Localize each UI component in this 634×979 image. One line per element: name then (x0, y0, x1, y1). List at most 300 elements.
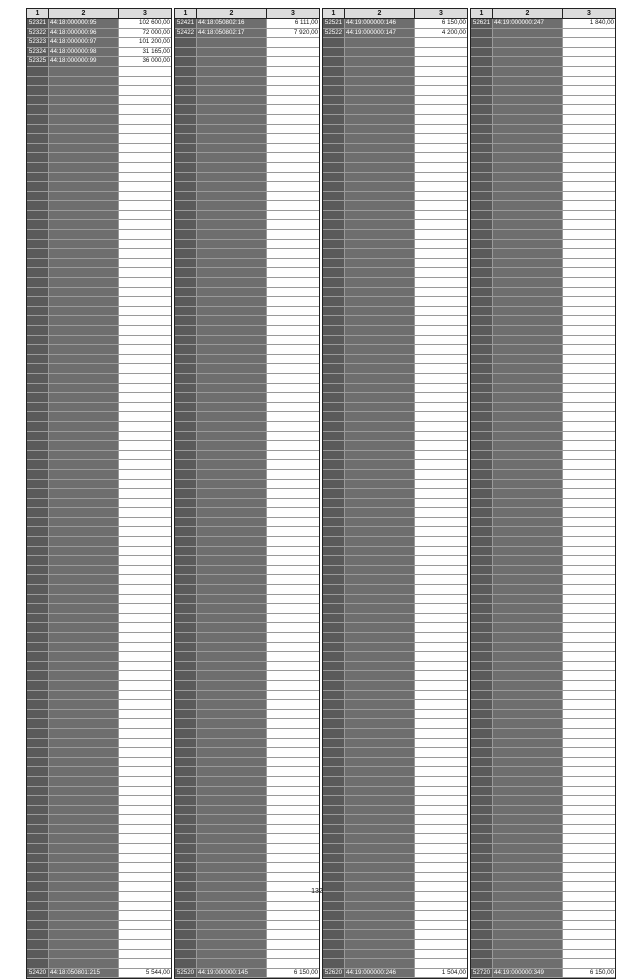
cadastral-number (345, 527, 415, 536)
cadastral-number (49, 480, 119, 489)
cadastral-number (345, 748, 415, 757)
table-row (323, 671, 467, 681)
cadastral-number (49, 537, 119, 546)
value-cell (415, 739, 467, 748)
row-number (471, 556, 493, 565)
table-row (323, 451, 467, 461)
row-number (175, 499, 197, 508)
value-cell: 1 840,00 (589, 19, 614, 26)
row-number: 52321 (27, 19, 49, 28)
table-row (323, 211, 467, 221)
table-row (175, 547, 319, 557)
value-cell (119, 480, 171, 489)
value-cell (267, 834, 319, 843)
row-number (471, 623, 493, 632)
cadastral-number (345, 902, 415, 911)
table-row (27, 422, 171, 432)
cadastral-number (345, 767, 415, 776)
table-row (27, 470, 171, 480)
value-cell (415, 547, 467, 556)
row-number (323, 556, 345, 565)
cadastral-number (197, 393, 267, 402)
row-number (175, 105, 197, 114)
cadastral-number (197, 940, 267, 949)
table-row (27, 125, 171, 135)
table-row (323, 144, 467, 154)
cadastral-number (345, 355, 415, 364)
cadastral-number: 44:18:050802:17 (197, 29, 267, 38)
row-number (27, 921, 49, 930)
row-number (471, 508, 493, 517)
value-cell (415, 854, 467, 863)
table-row (27, 432, 171, 442)
row-number (323, 691, 345, 700)
table-row (27, 105, 171, 115)
row-number (323, 230, 345, 239)
row-number (175, 758, 197, 767)
cadastral-number (345, 854, 415, 863)
row-number (175, 249, 197, 258)
table-row (471, 758, 615, 768)
table-row (323, 307, 467, 317)
cadastral-number (49, 758, 119, 767)
table-row (27, 173, 171, 183)
value-cell (267, 662, 319, 671)
value-cell (267, 844, 319, 853)
table-row (27, 950, 171, 960)
row-number (471, 393, 493, 402)
cadastral-number (49, 211, 119, 220)
row-number (323, 173, 345, 182)
cadastral-number (345, 86, 415, 95)
cadastral-number (197, 863, 267, 872)
row-number (27, 595, 49, 604)
value-cell (563, 787, 615, 796)
row-number: 52324 (27, 48, 49, 57)
row-number (323, 86, 345, 95)
table-row (175, 29, 319, 39)
table-row (323, 326, 467, 336)
table-row (323, 67, 467, 77)
value-cell (415, 834, 467, 843)
table-row (27, 153, 171, 163)
value-cell (563, 681, 615, 690)
row-number (175, 623, 197, 632)
cadastral-number (493, 355, 563, 364)
row-number (471, 815, 493, 824)
cadastral-number (493, 834, 563, 843)
cadastral-number (197, 652, 267, 661)
row-number (471, 643, 493, 652)
row-number (471, 173, 493, 182)
cadastral-number (493, 825, 563, 834)
value-cell (563, 326, 615, 335)
cadastral-number (345, 691, 415, 700)
row-number (175, 863, 197, 872)
cadastral-number (345, 67, 415, 76)
row-number (471, 96, 493, 105)
row-number (471, 758, 493, 767)
table-row (471, 585, 615, 595)
cadastral-number (49, 278, 119, 287)
value-cell (119, 393, 171, 402)
value-cell (563, 57, 615, 66)
value-cell (267, 671, 319, 680)
value-cell (415, 758, 467, 767)
value-cell (119, 125, 171, 134)
row-number (471, 259, 493, 268)
cadastral-number (197, 585, 267, 594)
cadastral-number (493, 278, 563, 287)
table-row (27, 86, 171, 96)
row-number (27, 384, 49, 393)
table-row (175, 863, 319, 873)
value-cell: 4 200,00 (441, 28, 466, 36)
cadastral-number (493, 595, 563, 604)
table-section (26, 8, 172, 979)
table-row (323, 748, 467, 758)
table-row (323, 422, 467, 432)
row-number (471, 48, 493, 57)
table-row (471, 950, 615, 960)
value-cell (119, 547, 171, 556)
row-number (323, 211, 345, 220)
cadastral-number (49, 364, 119, 373)
value-cell (267, 614, 319, 623)
cadastral-number (49, 268, 119, 277)
cadastral-number (197, 825, 267, 834)
value-cell (563, 959, 615, 968)
value-cell (267, 307, 319, 316)
value-cell (267, 259, 319, 268)
cadastral-number (345, 508, 415, 517)
table-row (27, 815, 171, 825)
row-number (471, 403, 493, 412)
cadastral-number (345, 345, 415, 354)
table-row (471, 604, 615, 614)
value-cell (267, 345, 319, 354)
value-cell (563, 173, 615, 182)
row-number (27, 173, 49, 182)
value-cell (267, 930, 319, 939)
row-number (27, 355, 49, 364)
row-number (175, 777, 197, 786)
row-number (175, 930, 197, 939)
table-row (323, 595, 467, 605)
table-row (471, 105, 615, 115)
table-row (471, 192, 615, 202)
value-cell (267, 355, 319, 364)
value-cell (415, 432, 467, 441)
value-cell (563, 441, 615, 450)
cadastral-number (49, 288, 119, 297)
table-row (27, 77, 171, 87)
cadastral-number (49, 902, 119, 911)
value-cell (119, 278, 171, 287)
cadastral-number (197, 105, 267, 114)
row-number (175, 67, 197, 76)
value-cell (563, 825, 615, 834)
cadastral-number (197, 671, 267, 680)
table-row (471, 144, 615, 154)
value-cell (563, 105, 615, 114)
row-number (323, 681, 345, 690)
value-cell (563, 930, 615, 939)
row-number (323, 240, 345, 249)
value-cell (119, 911, 171, 920)
table-row (27, 67, 171, 77)
row-number (471, 326, 493, 335)
cadastral-number (493, 662, 563, 671)
value-cell (267, 710, 319, 719)
cadastral-number (345, 873, 415, 882)
cadastral-number (197, 422, 267, 431)
cadastral-number (49, 220, 119, 229)
value-cell (267, 182, 319, 191)
row-number (175, 115, 197, 124)
value-cell (267, 201, 319, 210)
table-row (27, 825, 171, 835)
value-cell (415, 240, 467, 249)
table-row (175, 748, 319, 758)
table-row (175, 19, 319, 29)
table-row (175, 595, 319, 605)
row-number (27, 336, 49, 345)
value-cell (563, 911, 615, 920)
cadastral-number (197, 96, 267, 105)
row-number (471, 422, 493, 431)
row-number (471, 278, 493, 287)
cadastral-number (49, 950, 119, 959)
value-cell (415, 777, 467, 786)
cadastral-number (345, 144, 415, 153)
row-number (323, 614, 345, 623)
cadastral-number (197, 767, 267, 776)
table-row (323, 96, 467, 106)
value-cell (267, 681, 319, 690)
value-cell (415, 691, 467, 700)
value-cell (119, 585, 171, 594)
cadastral-number (197, 710, 267, 719)
cadastral-number (345, 470, 415, 479)
cadastral-number (493, 211, 563, 220)
cadastral-number (345, 537, 415, 546)
value-cell (267, 758, 319, 767)
value-cell (415, 844, 467, 853)
value-cell (119, 518, 171, 527)
value-cell (267, 902, 319, 911)
cadastral-number (345, 259, 415, 268)
row-number (27, 834, 49, 843)
row-number (471, 230, 493, 239)
table-row (27, 19, 171, 29)
table-row (471, 460, 615, 470)
column-header: 1 (323, 9, 345, 18)
value-cell (563, 201, 615, 210)
cadastral-number (493, 537, 563, 546)
cadastral-number (493, 441, 563, 450)
table-row (471, 652, 615, 662)
row-number (27, 508, 49, 517)
table-header (471, 9, 615, 19)
value-cell (119, 758, 171, 767)
cadastral-number (493, 297, 563, 306)
column-header: 3 (291, 10, 295, 17)
row-number (175, 355, 197, 364)
row-number (323, 489, 345, 498)
table-row (323, 134, 467, 144)
value-cell (119, 691, 171, 700)
table-row (175, 307, 319, 317)
value-cell (119, 230, 171, 239)
cadastral-number (493, 220, 563, 229)
row-number (323, 527, 345, 536)
cadastral-number (197, 921, 267, 930)
value-cell (119, 432, 171, 441)
table-row (27, 787, 171, 797)
value-cell (415, 163, 467, 172)
table-row (27, 710, 171, 720)
row-number (27, 125, 49, 134)
table-row (323, 863, 467, 873)
table-row (27, 336, 171, 346)
column-header: 1 (471, 9, 493, 18)
value-cell (267, 940, 319, 949)
table-row (175, 77, 319, 87)
cadastral-number (49, 77, 119, 86)
row-number (323, 480, 345, 489)
row-number (27, 192, 49, 201)
row-number (471, 211, 493, 220)
cadastral-number (345, 173, 415, 182)
table-row (323, 163, 467, 173)
value-cell (119, 470, 171, 479)
value-cell (267, 173, 319, 182)
value-cell (415, 355, 467, 364)
value-cell (415, 288, 467, 297)
row-number (175, 384, 197, 393)
value-cell (119, 614, 171, 623)
cadastral-number (197, 806, 267, 815)
value-cell (415, 393, 467, 402)
value-cell (415, 326, 467, 335)
cadastral-number: 44:18:000000:95 (49, 19, 119, 28)
value-cell (267, 192, 319, 201)
value-cell (267, 105, 319, 114)
table-row (27, 796, 171, 806)
cadastral-number (49, 460, 119, 469)
value-cell (119, 249, 171, 258)
table-row (323, 470, 467, 480)
table-row (175, 499, 319, 509)
table-row (471, 681, 615, 691)
table-row (27, 48, 171, 58)
table-row (175, 470, 319, 480)
value-cell (415, 604, 467, 613)
row-number (323, 566, 345, 575)
value-cell (267, 825, 319, 834)
value-cell (415, 662, 467, 671)
value-cell (563, 86, 615, 95)
table-row (323, 710, 467, 720)
row-number (175, 537, 197, 546)
cadastral-number (493, 518, 563, 527)
row-number (471, 489, 493, 498)
row-number (323, 441, 345, 450)
row-number (323, 77, 345, 86)
row-number (27, 652, 49, 661)
value-cell (119, 873, 171, 882)
cadastral-number (49, 470, 119, 479)
value-cell (267, 432, 319, 441)
cadastral-number (49, 422, 119, 431)
table-row (27, 547, 171, 557)
value-cell (415, 585, 467, 594)
row-number: 52520 (175, 969, 197, 978)
cadastral-number (345, 288, 415, 297)
cadastral-number (345, 220, 415, 229)
table-row (175, 614, 319, 624)
table-row (27, 662, 171, 672)
table-row (323, 537, 467, 547)
value-cell (267, 115, 319, 124)
table-row (323, 662, 467, 672)
cadastral-number (493, 115, 563, 124)
row-number (471, 700, 493, 709)
value-cell (415, 614, 467, 623)
value-cell (267, 326, 319, 335)
row-number (27, 499, 49, 508)
cadastral-number (197, 364, 267, 373)
table-row (471, 518, 615, 528)
row-number (471, 480, 493, 489)
row-number (175, 364, 197, 373)
table-row (175, 412, 319, 422)
row-number (471, 499, 493, 508)
value-cell (267, 633, 319, 642)
table-row (175, 700, 319, 710)
row-number (27, 163, 49, 172)
row-number (27, 700, 49, 709)
value-cell (267, 556, 319, 565)
row-number (323, 278, 345, 287)
table-row (27, 758, 171, 768)
value-cell (267, 163, 319, 172)
cadastral-number (493, 173, 563, 182)
cadastral-number (345, 834, 415, 843)
cadastral-number (493, 930, 563, 939)
row-number (175, 86, 197, 95)
row-number (323, 115, 345, 124)
value-cell (415, 700, 467, 709)
cadastral-number (197, 700, 267, 709)
cadastral-number (197, 240, 267, 249)
column-header: 2 (49, 9, 119, 18)
table-row (471, 268, 615, 278)
table-row (175, 422, 319, 432)
cadastral-number (493, 307, 563, 316)
table-row (27, 921, 171, 931)
table-row (175, 930, 319, 940)
row-number (175, 144, 197, 153)
cadastral-number (493, 940, 563, 949)
row-number (27, 96, 49, 105)
table-row (323, 633, 467, 643)
cadastral-number (49, 911, 119, 920)
row-number (27, 432, 49, 441)
table-row (323, 614, 467, 624)
row-number (27, 364, 49, 373)
